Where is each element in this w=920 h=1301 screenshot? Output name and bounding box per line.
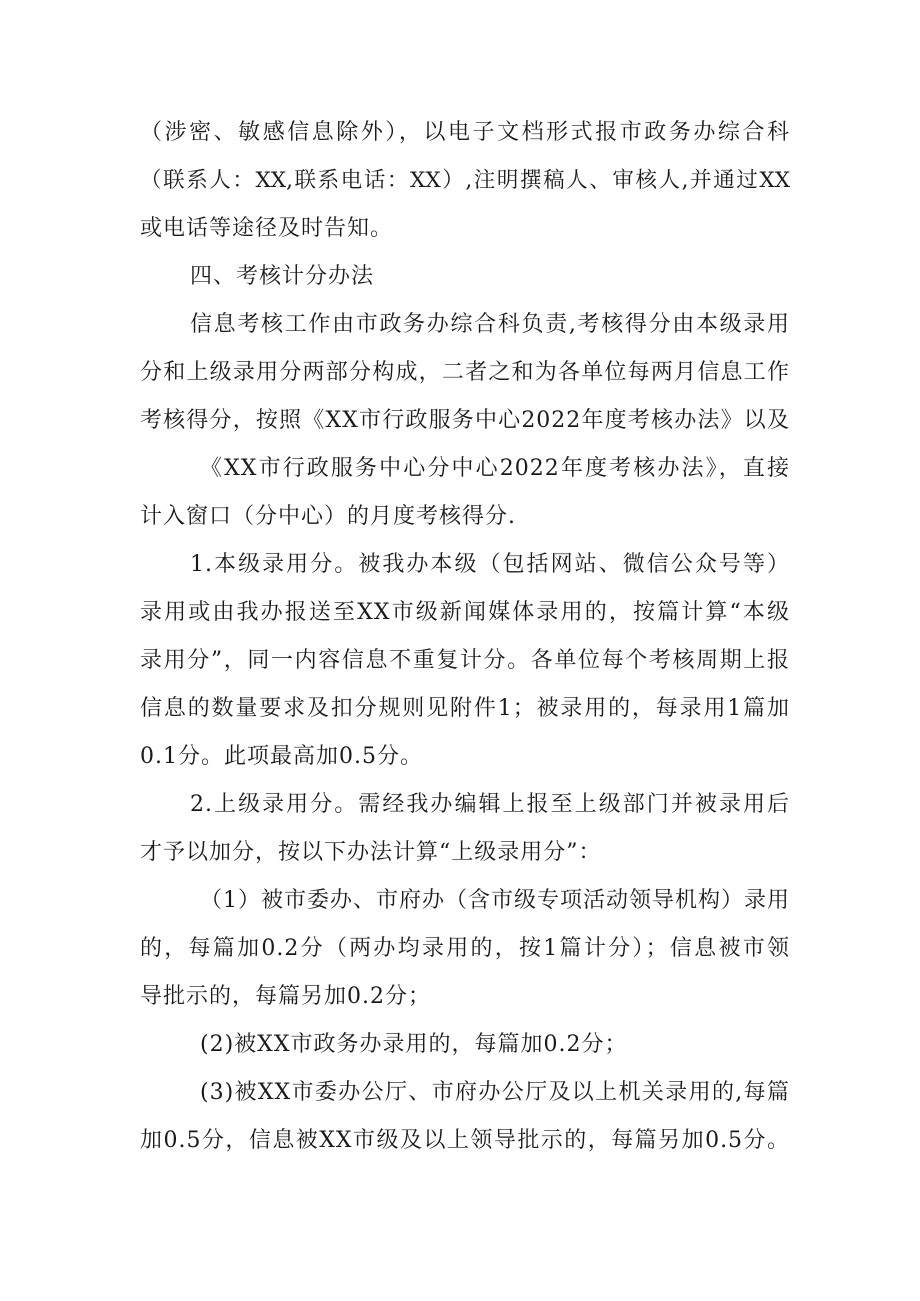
paragraph-line-7: 考核得分，按照《XX市行政服务中心2022年度考核办法》以及 bbox=[140, 408, 790, 433]
paragraph-line-1: （涉密、敏感信息除外），以电子文档形式报市政务办综合科 bbox=[140, 120, 790, 145]
paragraph-line-11: 录用或由我办报送至XX市级新闻媒体录用的，按篇计算“本级 bbox=[140, 600, 790, 625]
paragraph-line-17: （1）被市委办、市府办（含市级专项活动领导机构）录用 bbox=[200, 888, 790, 913]
paragraph-line-9: 计入窗口（分中心）的月度考核得分. bbox=[140, 504, 516, 529]
paragraph-line-5: 信息考核工作由市政务办综合科负责,考核得分由本级录用 bbox=[190, 312, 790, 337]
paragraph-line-19: 导批示的，每篇另加0.2分； bbox=[140, 984, 431, 1009]
paragraph-line-10: 1.本级录用分。被我办本级（包括网站、微信公众号等） bbox=[190, 552, 790, 577]
paragraph-line-13: 信息的数量要求及扣分规则见附件1；被录用的，每录用1篇加 bbox=[140, 696, 790, 721]
paragraph-line-16: 才予以加分，按以下办法计算“上级录用分”： bbox=[140, 840, 602, 865]
paragraph-line-20: (2)被XX市政务办录用的，每篇加0.2分； bbox=[200, 1032, 628, 1057]
paragraph-line-8: 《XX市行政服务中心分中心2022年度考核办法》，直接 bbox=[200, 456, 790, 481]
paragraph-line-21: (3)被XX市委办公厅、市府办公厅及以上机关录用的,每篇 bbox=[200, 1080, 790, 1105]
paragraph-line-12: 录用分”，同一内容信息不重复计分。各单位每个考核周期上报 bbox=[140, 648, 790, 673]
paragraph-line-18: 的，每篇加0.2分（两办均录用的，按1篇计分）；信息被市领 bbox=[140, 936, 790, 961]
paragraph-line-15: 2.上级录用分。需经我办编辑上报至上级部门并被录用后 bbox=[190, 792, 790, 817]
paragraph-line-14: 0.1分。此项最高加0.5分。 bbox=[140, 744, 423, 769]
section-heading: 四、考核计分办法 bbox=[190, 264, 375, 289]
paragraph-line-6: 分和上级录用分两部分构成，二者之和为各单位每两月信息工作 bbox=[140, 360, 790, 385]
paragraph-line-2: （联系人：XX,联系电话：XX）,注明撰稿人、审核人,并通过XX bbox=[140, 168, 790, 193]
paragraph-line-3: 或电话等途径及时告知。 bbox=[140, 216, 394, 241]
paragraph-line-22: 加0.5分，信息被XX市级及以上领导批示的，每篇另加0.5分。 bbox=[140, 1128, 790, 1153]
